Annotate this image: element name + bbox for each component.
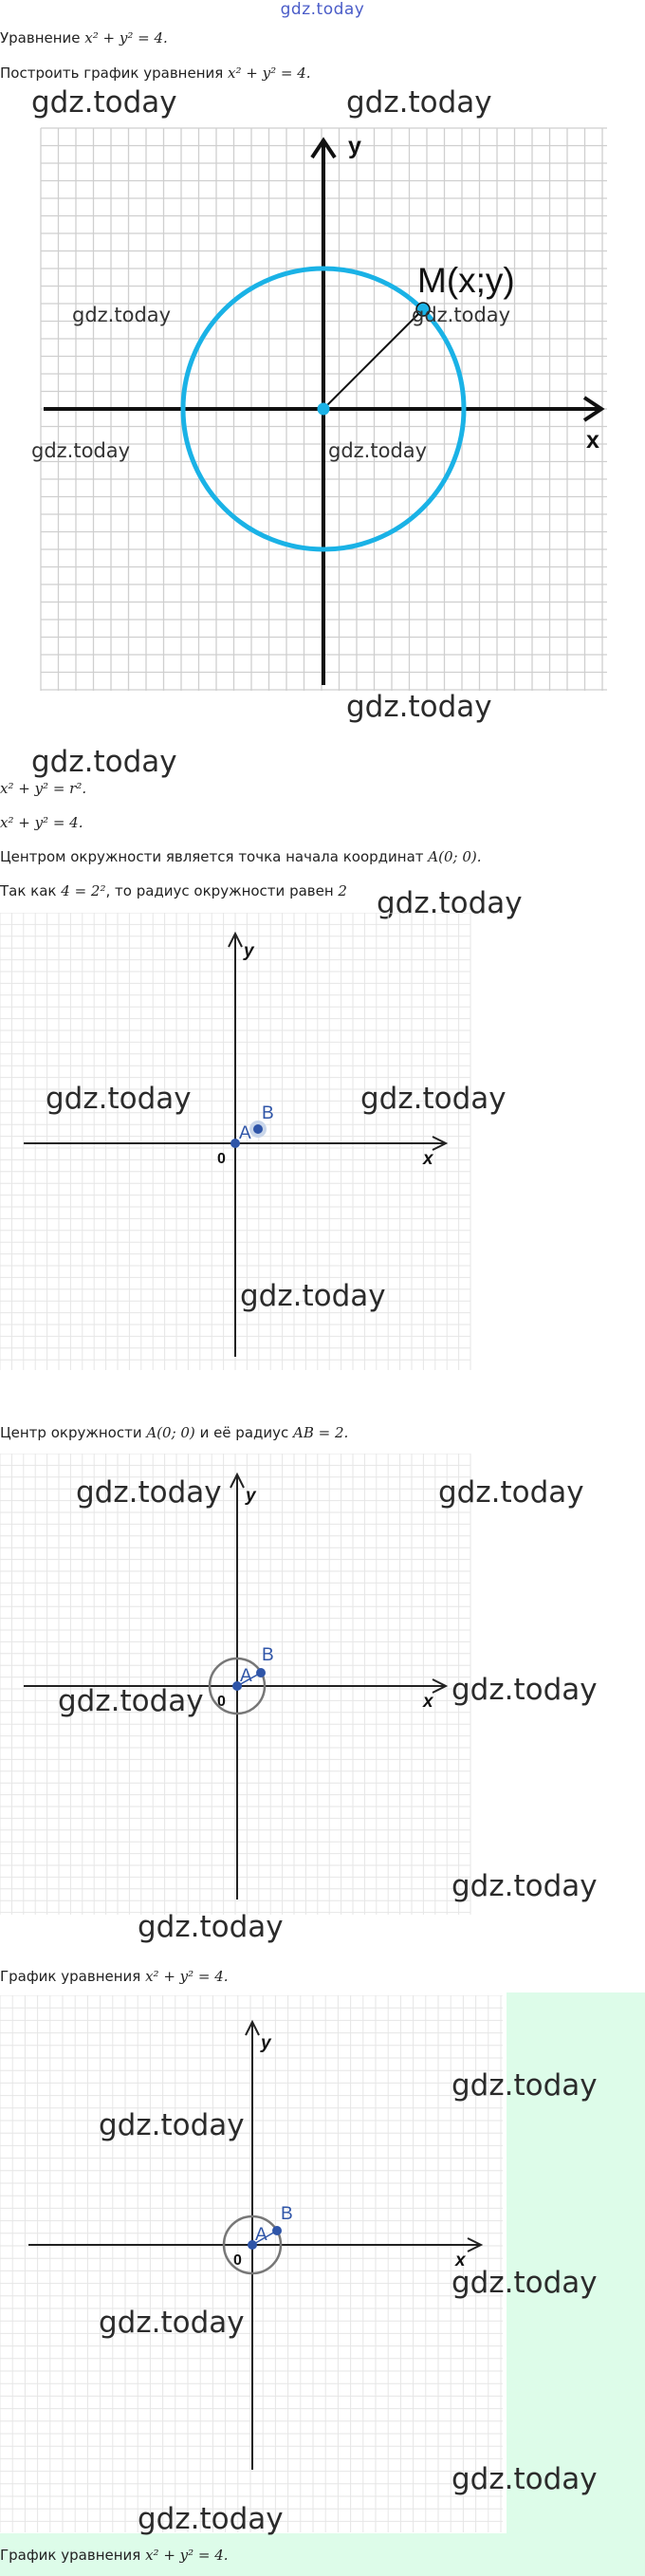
general-equation: x² + y² = r².: [0, 780, 87, 797]
task-statement-math: x² + y² = 4.: [228, 65, 311, 82]
task-statement: [0, 64, 311, 83]
radius-statement: Так как 4 = 2², то радиус окружности равен 2: [0, 882, 347, 899]
origin-label: 0: [217, 1151, 226, 1167]
watermark: gdz.today: [412, 304, 511, 326]
point-b-label: B: [262, 1645, 274, 1665]
point-a-label: A: [240, 1666, 252, 1686]
x-axis-label: x: [423, 1149, 433, 1169]
point-a-label: A: [255, 2225, 267, 2245]
y-axis-label: y: [244, 941, 254, 961]
equation-heading-text: Уравнение: [0, 29, 85, 46]
given-equation: x² + y² = 4.: [0, 814, 83, 831]
figure-circle-graph: [36, 123, 615, 693]
center-radius-statement: Центр окружности A(0; 0) и её радиус AB = 2.: [0, 1424, 349, 1441]
watermark: gdz.today: [328, 439, 428, 462]
point-b: [256, 1668, 266, 1677]
graph-caption: График уравнения x² + y² = 4.: [0, 1968, 229, 1985]
point-b: [253, 1124, 263, 1134]
point-m-label: M(x;y): [417, 261, 515, 300]
watermark: gdz.today: [31, 745, 177, 779]
point-a-label: A: [239, 1123, 251, 1143]
graph-caption-2: График уравнения x² + y² = 4.: [0, 2547, 229, 2564]
origin-label: 0: [233, 2252, 242, 2269]
point-b-label: B: [281, 2204, 293, 2224]
point-b: [272, 2226, 282, 2235]
watermark: gdz.today: [346, 85, 492, 120]
figure-point-ab: [0, 913, 474, 1373]
watermark: gdz.today: [438, 1475, 584, 1510]
watermark: gdz.today: [452, 1673, 598, 1707]
point-b-label: B: [262, 1103, 274, 1123]
watermark: gdz.today: [377, 886, 523, 920]
watermark: gdz.today: [452, 1869, 598, 1903]
watermark: gdz.today: [360, 1082, 507, 1116]
watermark: gdz.today: [99, 2108, 245, 2142]
figure-final-graph: [0, 1995, 507, 2536]
watermark: gdz.today: [58, 1684, 204, 1718]
watermark: gdz.today: [99, 2306, 245, 2340]
watermark: gdz.today: [31, 439, 131, 462]
watermark: gdz.today: [138, 1910, 284, 1944]
watermark: gdz.today: [346, 690, 492, 724]
x-axis-label: x: [423, 1692, 433, 1712]
watermark: gdz.today: [138, 2502, 284, 2536]
watermark: gdz.today: [72, 304, 172, 326]
task-statement-text: Построить график уравнения: [0, 65, 229, 82]
y-axis-label: y: [246, 1486, 256, 1506]
x-axis-label: x: [586, 427, 599, 454]
y-axis-label: y: [348, 133, 361, 159]
watermark: gdz.today: [31, 85, 177, 120]
watermark: gdz.today: [240, 1279, 386, 1313]
x-axis-label: x: [455, 2251, 466, 2270]
watermark: gdz.today: [452, 2462, 598, 2496]
center-statement: Центром окружности является точка начала координат A(0; 0).: [0, 848, 482, 865]
equation-heading-math: x² + y² = 4.: [84, 29, 168, 46]
radius-line: [323, 309, 423, 409]
watermark: gdz.today: [46, 1082, 192, 1116]
y-axis-label: y: [261, 2033, 271, 2053]
equation-heading: [0, 28, 168, 47]
site-logo[interactable]: gdz.today: [280, 0, 365, 19]
watermark: gdz.today: [452, 2068, 598, 2103]
watermark: gdz.today: [452, 2266, 598, 2300]
origin-label: 0: [217, 1694, 226, 1710]
origin-point: [318, 403, 330, 416]
watermark: gdz.today: [76, 1475, 222, 1510]
